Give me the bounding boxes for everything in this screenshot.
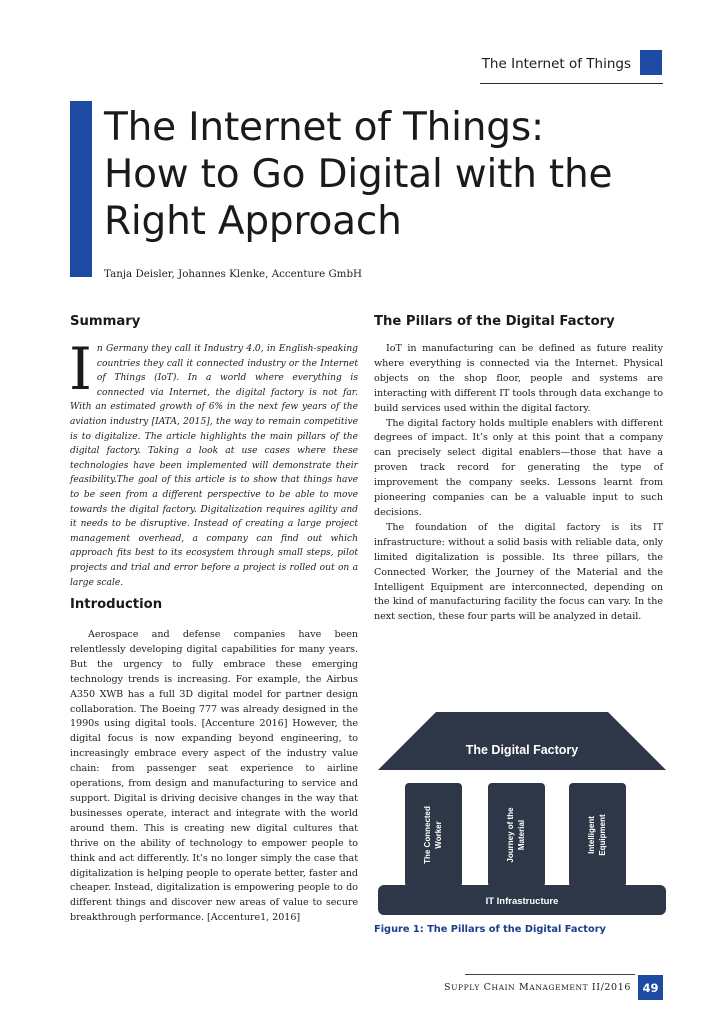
digital-factory-diagram [376, 712, 668, 922]
pillars-heading: The Pillars of the Digital Factory [374, 314, 615, 329]
header-rule [480, 83, 663, 84]
svg-text:Worker: Worker [434, 821, 443, 849]
svg-text:Intelligent: Intelligent [587, 816, 596, 854]
pillars-paragraph-2: The digital factory holds multiple enablers with different degrees of impact. It’s only at this point that a company can precisely select digital enablers—those that have a proven track record for generating the type of improvement the company seeks. Lessons learnt from pioneering companies can be a valuable input to such decisions. [374, 417, 663, 518]
article-title [104, 104, 704, 245]
header-accent-square [640, 50, 662, 75]
page-number: 49 [638, 975, 663, 1000]
roof-label: The Digital Factory [465, 743, 579, 757]
running-header: The Internet of Things [481, 56, 631, 72]
introduction-heading: Introduction [70, 597, 163, 612]
title-line-1: The Internet of Things: [104, 105, 544, 150]
issue-number: II/2016 [591, 982, 631, 993]
summary-body: n Germany they call it Industry 4.0, in English-speaking countries they call it connected industry or the Internet of Things (IoT). In a world where everything is connected via Internet, the digital factory is not far. With an estimated growth of 6% in the next few years of the aviation industry [IATA, 2015], the way to remain competitive is to digitalize. The article highlights the main pillars of the digital factory. Taking a look at use cases where these technologies have been implemented will demonstrate their feasibility.The goal of this article is to show that things have to be seen from a different perspective to be able to move towards the digital factory. Digitalization requires agility and it needs to be disruptive. Instead of creating a large project management overhead, a company can find out which approach fits best to its ecosystem through small steps, pilot projects and trial and error before a project is rolled out on a large scale. [70, 344, 358, 588]
pillars-paragraph-1: IoT in manufacturing can be defined as future reality where everything is connected via the Internet. Physical objects on the shop floor, people and systems are interacting with different IT tools through data exchange to build services used within the digital factory. [374, 343, 663, 414]
drop-cap: I [69, 335, 92, 403]
svg-text:The Connected: The Connected [423, 806, 432, 864]
introduction-text: Aerospace and defense companies have been relentlessly developing digital capabilities for many years. But the urgency to fully embrace these emerging technology trends is increasing. For example, the Airbus A350 XWB has a full 3D digital model for partner design collaboration. The Boeing 777 was already designed in the 1990s using digital tools. [Accenture 2016] However, the digital focus is now expanding beyond engineering, to increasingly embrace every aspect of the industry value chain: from passenger seat experience to airline operations, from design and manufacturing to service and support. Digital is driving decisive changes in the way that businesses operate, interact and integrate with the world around them. This is creating new digital cultures that thrive on the ability of technology to empower people to think and act differently. It’s no longer simply the case that digitalization is helping people to operate better, faster and cheaper. Instead, digitalization is empowering people to do different things and discover new areas of value to secure breakthrough performance. [Accenture1, 2016] [70, 629, 358, 924]
summary-text [69, 335, 358, 590]
svg-text:Journey of the: Journey of the [506, 807, 515, 863]
footer-rule [465, 974, 635, 975]
introduction-heading-wrap [70, 597, 358, 612]
pillars-body [374, 342, 663, 625]
summary-heading: Summary [70, 314, 141, 329]
pillars-heading-wrap [374, 314, 663, 329]
title-line-2: How to Go Digital with the [104, 152, 613, 197]
title-line-3: Right Approach [104, 199, 402, 244]
journal-footer: SUPPLY CHAIN MANAGEMENT II/2016 [443, 982, 631, 993]
figure-caption: Figure 1: The Pillars of the Digital Factory [374, 924, 606, 935]
authors: Tanja Deisler, Johannes Klenke, Accenture GmbH [104, 268, 363, 280]
pillars-paragraph-3: The foundation of the digital factory is its IT infrastructure: without a solid basis with reliable data, only limited digitalization is possible. Its three pillars, the Connected Worker, the Journey of the Material and the Intelligent Equipment are interconnected, depending on the kind of manufacturing facility the focus can vary. In the next section, these four parts will be analyzed in detail. [374, 521, 663, 623]
factory-roof [378, 712, 666, 770]
summary-heading-wrap [70, 314, 358, 329]
svg-text:Equipment: Equipment [598, 814, 607, 856]
title-accent-bar [70, 101, 92, 277]
svg-text:Material: Material [517, 819, 526, 851]
base-label: IT Infrastructure [485, 896, 559, 907]
